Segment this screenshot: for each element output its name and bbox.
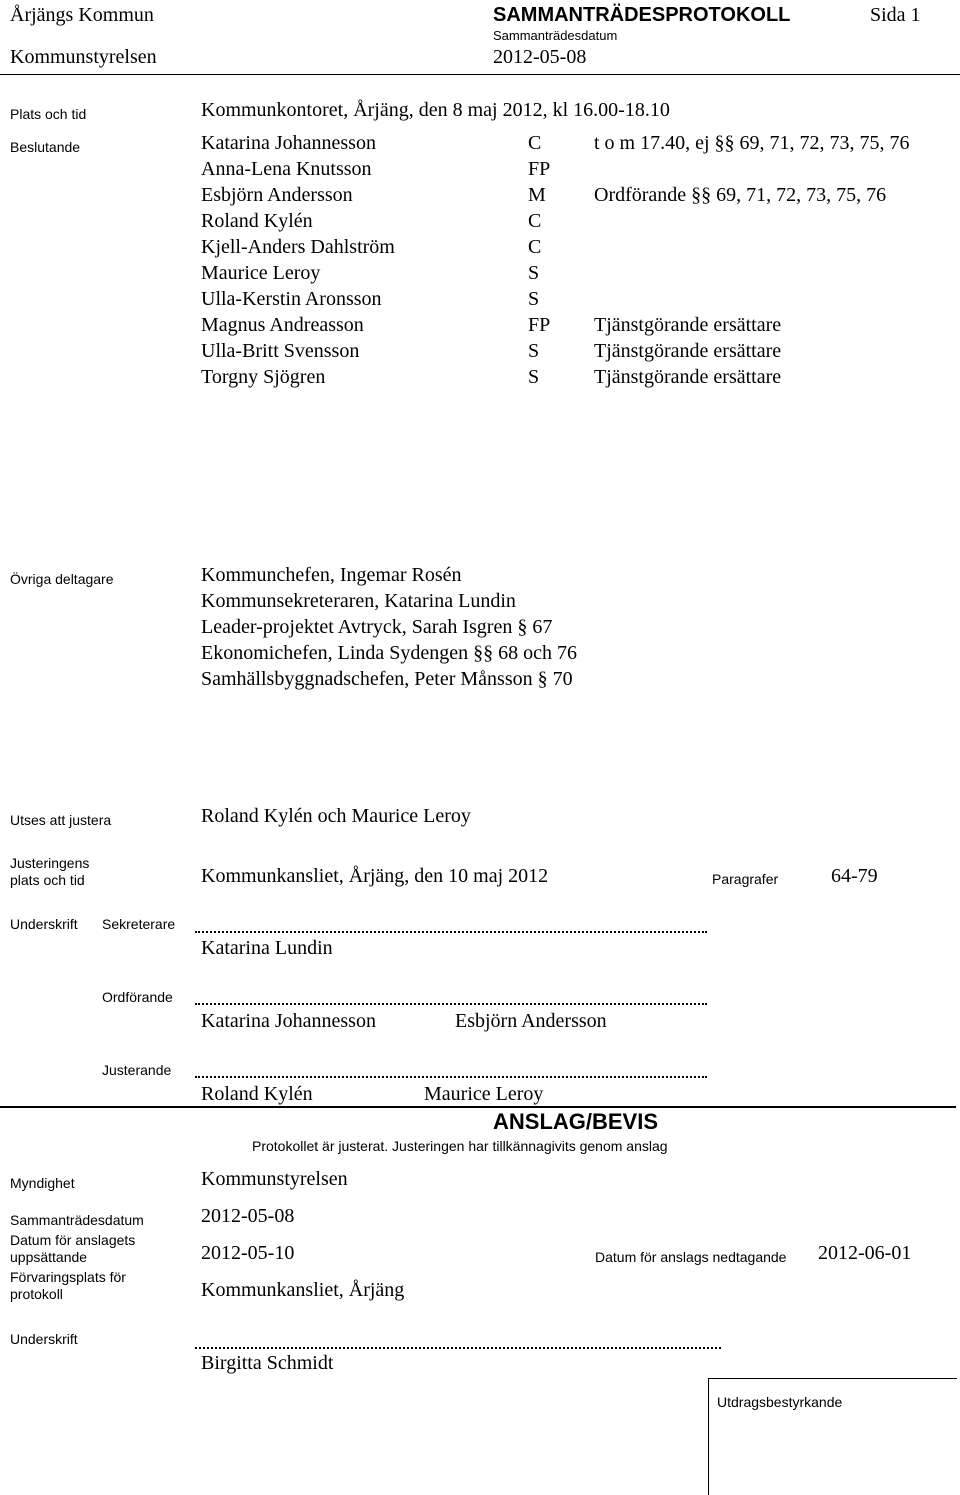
member-party: M: [528, 184, 546, 206]
member-name: Magnus Andreasson: [201, 314, 364, 336]
member-party: S: [528, 262, 540, 284]
participant-row: Samhällsbyggnadschefen, Peter Månsson § 70: [201, 668, 573, 690]
participant-row: Kommunchefen, Ingemar Rosén: [201, 564, 462, 586]
adjusters-value: Roland Kylén och Maurice Leroy: [201, 805, 471, 827]
storage-label-line1: Förvaringsplats för: [10, 1269, 126, 1285]
secretary-name: Katarina Lundin: [201, 937, 333, 959]
page-number: Sida 1: [870, 4, 921, 26]
notice-meeting-date-label: Sammanträdesdatum: [10, 1212, 144, 1228]
member-name: Anna-Lena Knutsson: [201, 158, 372, 180]
member-note: Ordförande §§ 69, 71, 72, 73, 75, 76: [594, 184, 887, 206]
decision-makers-label: Beslutande: [10, 139, 81, 155]
notice-signature-name: Birgitta Schmidt: [201, 1352, 334, 1374]
notice-meeting-date-value: 2012-05-08: [201, 1205, 295, 1227]
member-name: Katarina Johannesson: [201, 132, 376, 154]
member-party: FP: [528, 314, 551, 336]
notice-signature-label: Underskrift: [10, 1331, 78, 1347]
notice-divider: [0, 1106, 956, 1108]
member-name: Torgny Sjögren: [201, 366, 326, 388]
place-value: Kommunkontoret, Årjäng, den 8 maj 2012, kl 16.00-18.10: [201, 99, 670, 121]
member-note: Tjänstgörande ersättare: [594, 314, 782, 336]
storage-value: Kommunkansliet, Årjäng: [201, 1279, 405, 1301]
paragraphs-value: 64-79: [831, 865, 878, 887]
storage-label-line2: protokoll: [10, 1286, 63, 1302]
adjuster-signature-line: [195, 1076, 707, 1078]
chair-name-1: Katarina Johannesson: [201, 1010, 376, 1032]
notice-subtitle: Protokollet är justerat. Justeringen har tillkännagivits genom anslag: [252, 1138, 668, 1154]
member-note: t o m 17.40, ej §§ 69, 71, 72, 73, 75, 76: [594, 132, 910, 154]
participant-row: Kommunsekreteraren, Katarina Lundin: [201, 590, 516, 612]
adjustment-label-line1: Justeringens: [10, 855, 90, 871]
adjustment-value: Kommunkansliet, Årjäng, den 10 maj 2012: [201, 865, 549, 887]
authority-label: Myndighet: [10, 1175, 75, 1191]
posted-label-line2: uppsättande: [10, 1249, 88, 1265]
adjuster-label: Justerande: [102, 1062, 172, 1078]
member-name: Maurice Leroy: [201, 262, 321, 284]
member-party: C: [528, 236, 542, 258]
participant-row: Ekonomichefen, Linda Sydengen §§ 68 och 76: [201, 642, 578, 664]
authority-value: Kommunstyrelsen: [201, 1168, 348, 1190]
chair-signature-line: [195, 1003, 707, 1005]
org-name: Årjängs Kommun: [10, 4, 154, 26]
notice-signature-line: [195, 1347, 721, 1349]
member-note: Tjänstgörande ersättare: [594, 340, 782, 362]
member-party: C: [528, 210, 542, 232]
header-date-label: Sammanträdesdatum: [493, 28, 618, 43]
member-party: S: [528, 366, 540, 388]
removed-date-label: Datum för anslags nedtagande: [595, 1249, 787, 1265]
adjuster-name-1: Roland Kylén: [201, 1083, 313, 1105]
adjuster-name-2: Maurice Leroy: [424, 1083, 544, 1105]
adjusters-label: Utses att justera: [10, 812, 112, 828]
member-party: FP: [528, 158, 551, 180]
member-name: Esbjörn Andersson: [201, 184, 353, 206]
department-name: Kommunstyrelsen: [10, 46, 157, 68]
secretary-label: Sekreterare: [102, 916, 176, 932]
member-party: S: [528, 340, 540, 362]
other-participants-label: Övriga deltagare: [10, 571, 114, 587]
adjustment-label-line2: plats och tid: [10, 872, 85, 888]
paragraphs-label: Paragrafer: [712, 871, 779, 887]
member-name: Roland Kylén: [201, 210, 313, 232]
member-name: Ulla-Britt Svensson: [201, 340, 360, 362]
place-label: Plats och tid: [10, 106, 87, 122]
document-title: SAMMANTRÄDESPROTOKOLL: [493, 4, 791, 26]
posted-label-line1: Datum för anslagets: [10, 1232, 136, 1248]
member-note: Tjänstgörande ersättare: [594, 366, 782, 388]
header-divider: [0, 74, 960, 75]
notice-title: ANSLAG/BEVIS: [493, 1109, 659, 1134]
posted-date-value: 2012-05-10: [201, 1242, 295, 1264]
member-party: C: [528, 132, 542, 154]
chair-label: Ordförande: [102, 989, 173, 1005]
chair-name-2: Esbjörn Andersson: [455, 1010, 607, 1032]
member-name: Ulla-Kerstin Aronsson: [201, 288, 382, 310]
member-name: Kjell-Anders Dahlström: [201, 236, 395, 258]
signature-label: Underskrift: [10, 916, 78, 932]
certification-label: Utdragsbestyrkande: [717, 1394, 843, 1410]
participant-row: Leader-projektet Avtryck, Sarah Isgren § 67: [201, 616, 553, 638]
header-date-value: 2012-05-08: [493, 46, 587, 68]
secretary-signature-line: [195, 931, 707, 933]
member-party: S: [528, 288, 540, 310]
removed-date-value: 2012-06-01: [818, 1242, 912, 1264]
